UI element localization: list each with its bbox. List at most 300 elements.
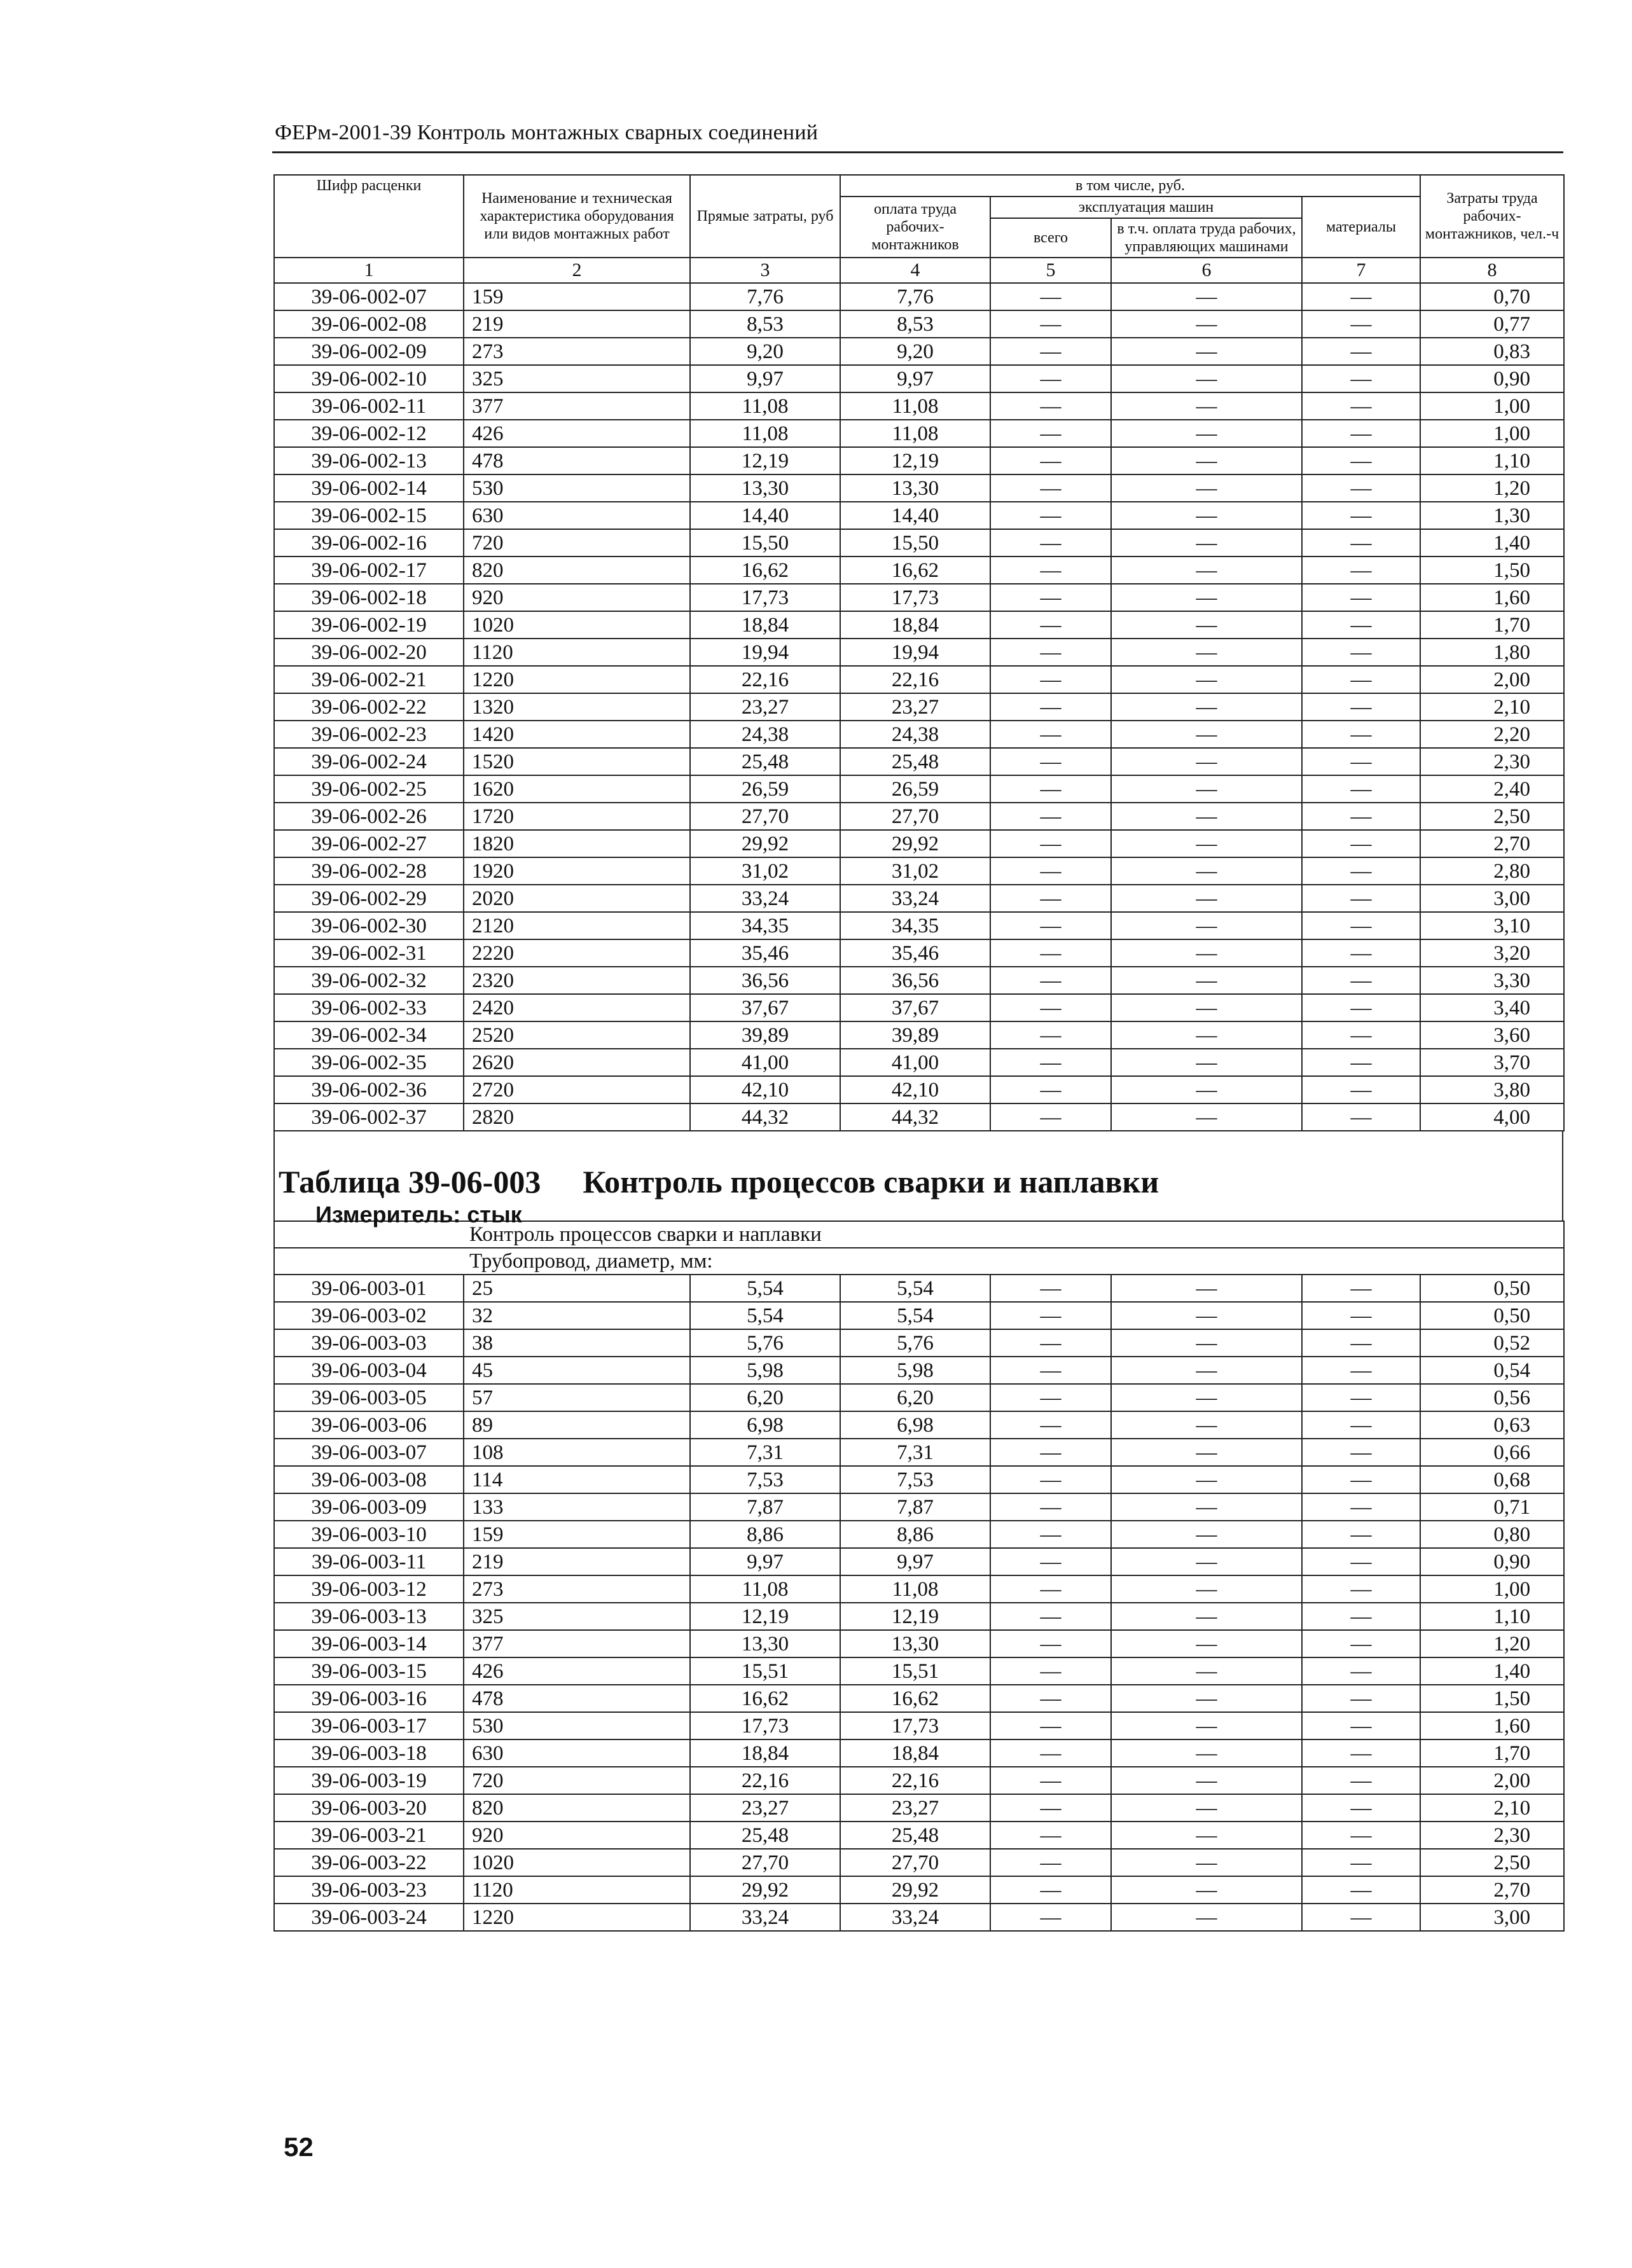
labor-hours-cell: 0,83 [1420,338,1564,365]
direct-cost-cell: 6,98 [690,1411,840,1439]
direct-cost-cell: 15,50 [690,529,840,557]
wages-cell: 33,24 [840,1904,990,1931]
wages-cell: 11,08 [840,420,990,447]
header-name: Наименование и техническая характеристика оборудования или видов монтажных работ [464,175,690,258]
materials-cell: — [1302,1767,1420,1794]
labor-hours-cell: 0,70 [1420,283,1564,310]
table-row [274,1712,1564,1739]
pipe-diameter-cell: 2320 [464,967,690,994]
machines-wages-cell: — [1111,639,1302,666]
table-row [274,502,1564,529]
direct-cost-cell: 7,53 [690,1466,840,1493]
materials-cell: — [1302,1493,1420,1521]
rate-code-cell: 39-06-003-12 [274,1575,464,1603]
rate-code-cell: 39-06-003-06 [274,1411,464,1439]
pipe-diameter-cell: 273 [464,1575,690,1603]
pipe-diameter-cell: 630 [464,502,690,529]
labor-hours-cell: 0,50 [1420,1275,1564,1302]
machines-total-cell: — [990,693,1111,721]
direct-cost-cell: 13,30 [690,474,840,502]
labor-hours-cell: 3,20 [1420,939,1564,967]
pipe-diameter-cell: 720 [464,1767,690,1794]
direct-cost-cell: 14,40 [690,502,840,529]
labor-hours-cell: 1,10 [1420,447,1564,474]
machines-total-cell: — [990,1302,1111,1329]
labor-hours-cell: 0,50 [1420,1302,1564,1329]
direct-cost-cell: 7,76 [690,283,840,310]
table-row [274,830,1564,857]
direct-cost-cell: 8,86 [690,1521,840,1548]
direct-cost-cell: 17,73 [690,1712,840,1739]
machines-total-cell: — [990,1685,1111,1712]
wages-cell: 33,24 [840,885,990,912]
table-row [274,775,1564,803]
wages-cell: 31,02 [840,857,990,885]
machines-total-cell: — [990,1603,1111,1630]
direct-cost-cell: 9,20 [690,338,840,365]
machines-total-cell: — [990,1712,1111,1739]
pipe-diameter-cell: 426 [464,1657,690,1685]
pipe-diameter-cell: 159 [464,1521,690,1548]
machines-total-cell: — [990,994,1111,1021]
labor-hours-cell: 0,54 [1420,1357,1564,1384]
rate-code-cell: 39-06-002-24 [274,748,464,775]
labor-hours-cell: 3,00 [1420,885,1564,912]
materials-cell: — [1302,1275,1420,1302]
rate-code-cell: 39-06-003-07 [274,1439,464,1466]
pipe-diameter-cell: 32 [464,1302,690,1329]
wages-cell: 6,20 [840,1384,990,1411]
table-row [274,857,1564,885]
machines-wages-cell: — [1111,1876,1302,1904]
labor-hours-cell: 0,56 [1420,1384,1564,1411]
direct-cost-cell: 9,97 [690,1548,840,1575]
wages-cell: 37,67 [840,994,990,1021]
table-row [274,310,1564,338]
materials-cell: — [1302,1822,1420,1849]
table-row [274,283,1564,310]
rate-code-cell: 39-06-003-18 [274,1739,464,1767]
rate-code-cell: 39-06-002-32 [274,967,464,994]
pipe-diameter-cell: 273 [464,338,690,365]
materials-cell: — [1302,365,1420,392]
direct-cost-cell: 27,70 [690,803,840,830]
labor-hours-cell: 2,50 [1420,803,1564,830]
wages-cell: 5,54 [840,1302,990,1329]
direct-cost-cell: 6,20 [690,1384,840,1411]
wages-cell: 14,40 [840,502,990,529]
rate-code-cell: 39-06-002-27 [274,830,464,857]
table-row [274,1466,1564,1493]
rate-code-cell: 39-06-002-15 [274,502,464,529]
machines-wages-cell: — [1111,1521,1302,1548]
rate-code-cell: 39-06-002-19 [274,611,464,639]
machines-wages-cell: — [1111,1822,1302,1849]
header-machines-total: всего [990,218,1111,258]
pipe-diameter-cell: 133 [464,1493,690,1521]
machines-total-cell: — [990,1521,1111,1548]
materials-cell: — [1302,830,1420,857]
rate-code-cell: 39-06-003-15 [274,1657,464,1685]
machines-total-cell: — [990,338,1111,365]
pipe-diameter-cell: 1420 [464,721,690,748]
wages-cell: 7,76 [840,283,990,310]
direct-cost-cell: 29,92 [690,830,840,857]
materials-cell: — [1302,447,1420,474]
materials-cell: — [1302,1466,1420,1493]
table-003-subtitle: Контроль процессов сварки и наплавки [274,1221,1564,1248]
machines-total-cell: — [990,1021,1111,1049]
machines-wages-cell: — [1111,1466,1302,1493]
header-wages: оплата труда рабочих-монтажников [840,197,990,258]
machines-wages-cell: — [1111,310,1302,338]
pipe-diameter-cell: 478 [464,447,690,474]
rate-code-cell: 39-06-002-12 [274,420,464,447]
wages-cell: 42,10 [840,1076,990,1103]
direct-cost-cell: 18,84 [690,1739,840,1767]
pipe-diameter-cell: 2820 [464,1103,690,1131]
labor-hours-cell: 2,10 [1420,693,1564,721]
table-row [274,584,1564,611]
pipe-diameter-cell: 45 [464,1357,690,1384]
materials-cell: — [1302,1849,1420,1876]
direct-cost-cell: 18,84 [690,611,840,639]
wages-cell: 15,50 [840,529,990,557]
machines-wages-cell: — [1111,666,1302,693]
labor-hours-cell: 4,00 [1420,1103,1564,1131]
rate-code-cell: 39-06-003-22 [274,1849,464,1876]
direct-cost-cell: 9,97 [690,365,840,392]
machines-wages-cell: — [1111,1049,1302,1076]
pipe-diameter-cell: 1820 [464,830,690,857]
header-machines-wages: в т.ч. оплата труда рабочих, управляющих машинами [1111,218,1302,258]
table-row [274,1739,1564,1767]
table-row [274,1357,1564,1384]
rate-code-cell: 39-06-002-11 [274,392,464,420]
pipe-diameter-cell: 57 [464,1384,690,1411]
machines-total-cell: — [990,1384,1111,1411]
materials-cell: — [1302,1904,1420,1931]
machines-wages-cell: — [1111,1767,1302,1794]
header-code: Шифр расценки [274,175,464,258]
materials-cell: — [1302,1103,1420,1131]
wages-cell: 24,38 [840,721,990,748]
materials-cell: — [1302,994,1420,1021]
rate-code-cell: 39-06-003-14 [274,1630,464,1657]
labor-hours-cell: 2,80 [1420,857,1564,885]
labor-hours-cell: 3,10 [1420,912,1564,939]
rate-code-cell: 39-06-002-25 [274,775,464,803]
materials-cell: — [1302,310,1420,338]
wages-cell: 11,08 [840,392,990,420]
direct-cost-cell: 7,31 [690,1439,840,1466]
rate-code-cell: 39-06-003-24 [274,1904,464,1931]
rate-code-cell: 39-06-002-17 [274,557,464,584]
machines-wages-cell: — [1111,1384,1302,1411]
pipe-diameter-cell: 720 [464,529,690,557]
machines-total-cell: — [990,1657,1111,1685]
direct-cost-cell: 33,24 [690,1904,840,1931]
direct-cost-cell: 5,98 [690,1357,840,1384]
pipe-diameter-cell: 89 [464,1411,690,1439]
labor-hours-cell: 1,40 [1420,1657,1564,1685]
labor-hours-cell: 1,80 [1420,639,1564,666]
table-row [274,693,1564,721]
rate-code-cell: 39-06-002-13 [274,447,464,474]
machines-total-cell: — [990,611,1111,639]
rate-code-cell: 39-06-003-04 [274,1357,464,1384]
materials-cell: — [1302,666,1420,693]
wages-cell: 17,73 [840,1712,990,1739]
materials-cell: — [1302,1439,1420,1466]
labor-hours-cell: 3,60 [1420,1021,1564,1049]
wages-cell: 16,62 [840,557,990,584]
header-materials: материалы [1302,197,1420,258]
labor-hours-cell: 1,70 [1420,611,1564,639]
table-row [274,365,1564,392]
direct-cost-cell: 7,87 [690,1493,840,1521]
table-row [274,885,1564,912]
pipe-diameter-cell: 820 [464,1794,690,1822]
pipe-diameter-cell: 377 [464,392,690,420]
column-number: 2 [464,258,690,283]
column-number: 5 [990,258,1111,283]
wages-cell: 5,54 [840,1275,990,1302]
machines-wages-cell: — [1111,365,1302,392]
machines-total-cell: — [990,392,1111,420]
direct-cost-cell: 44,32 [690,1103,840,1131]
column-number: 1 [274,258,464,283]
machines-total-cell: — [990,1904,1111,1931]
direct-cost-cell: 11,08 [690,392,840,420]
wages-cell: 18,84 [840,1739,990,1767]
labor-hours-cell: 1,40 [1420,529,1564,557]
materials-cell: — [1302,1384,1420,1411]
table-row [274,1794,1564,1822]
pipe-diameter-cell: 38 [464,1329,690,1357]
machines-total-cell: — [990,365,1111,392]
pipe-diameter-cell: 1020 [464,611,690,639]
direct-cost-cell: 11,08 [690,1575,840,1603]
wages-cell: 9,97 [840,365,990,392]
direct-cost-cell: 23,27 [690,1794,840,1822]
machines-wages-cell: — [1111,1575,1302,1603]
machines-wages-cell: — [1111,1357,1302,1384]
rate-code-cell: 39-06-002-21 [274,666,464,693]
rates-table-002 [273,174,1565,1131]
pipe-diameter-cell: 1320 [464,693,690,721]
labor-hours-cell: 1,70 [1420,1739,1564,1767]
labor-hours-cell: 1,30 [1420,502,1564,529]
direct-cost-cell: 25,48 [690,748,840,775]
materials-cell: — [1302,1685,1420,1712]
rate-code-cell: 39-06-002-26 [274,803,464,830]
pipe-diameter-cell: 2120 [464,912,690,939]
rates-table-003 [273,1220,1565,1932]
labor-hours-cell: 2,30 [1420,1822,1564,1849]
labor-hours-cell: 0,90 [1420,1548,1564,1575]
materials-cell: — [1302,1548,1420,1575]
materials-cell: — [1302,803,1420,830]
wages-cell: 23,27 [840,693,990,721]
machines-wages-cell: — [1111,1712,1302,1739]
wages-cell: 8,53 [840,310,990,338]
wages-cell: 22,16 [840,1767,990,1794]
rate-code-cell: 39-06-003-09 [274,1493,464,1521]
direct-cost-cell: 29,92 [690,1876,840,1904]
machines-wages-cell: — [1111,775,1302,803]
labor-hours-cell: 2,20 [1420,721,1564,748]
pipe-diameter-cell: 1620 [464,775,690,803]
machines-wages-cell: — [1111,420,1302,447]
machines-wages-cell: — [1111,1076,1302,1103]
machines-wages-cell: — [1111,392,1302,420]
labor-hours-cell: 1,00 [1420,1575,1564,1603]
rate-code-cell: 39-06-002-29 [274,885,464,912]
machines-total-cell: — [990,1049,1111,1076]
labor-hours-cell: 0,80 [1420,1521,1564,1548]
materials-cell: — [1302,1357,1420,1384]
table-row [274,1021,1564,1049]
direct-cost-cell: 34,35 [690,912,840,939]
rate-code-cell: 39-06-002-36 [274,1076,464,1103]
direct-cost-cell: 5,54 [690,1302,840,1329]
rate-code-cell: 39-06-003-17 [274,1712,464,1739]
machines-wages-cell: — [1111,447,1302,474]
machines-wages-cell: — [1111,693,1302,721]
machines-total-cell: — [990,1575,1111,1603]
materials-cell: — [1302,1575,1420,1603]
table-number: Таблица 39-06-003 [279,1164,541,1200]
machines-total-cell: — [990,447,1111,474]
machines-total-cell: — [990,1275,1111,1302]
machines-wages-cell: — [1111,994,1302,1021]
labor-hours-cell: 0,66 [1420,1439,1564,1466]
machines-wages-cell: — [1111,748,1302,775]
machines-total-cell: — [990,1876,1111,1904]
machines-total-cell: — [990,529,1111,557]
pipe-diameter-cell: 1920 [464,857,690,885]
direct-cost-cell: 16,62 [690,557,840,584]
rate-code-cell: 39-06-002-22 [274,693,464,721]
materials-cell: — [1302,392,1420,420]
labor-hours-cell: 0,63 [1420,1411,1564,1439]
table-row [274,748,1564,775]
machines-total-cell: — [990,1822,1111,1849]
pipe-diameter-cell: 108 [464,1439,690,1466]
pipe-diameter-cell: 920 [464,584,690,611]
table-row [274,1275,1564,1302]
labor-hours-cell: 2,70 [1420,1876,1564,1904]
pipe-diameter-cell: 219 [464,310,690,338]
materials-cell: — [1302,885,1420,912]
table-name: Контроль процессов сварки и наплавки [583,1164,1159,1200]
labor-hours-cell: 1,60 [1420,1712,1564,1739]
machines-total-cell: — [990,502,1111,529]
materials-cell: — [1302,721,1420,748]
materials-cell: — [1302,1712,1420,1739]
unit-label: Измеритель: стык [315,1201,522,1227]
rate-code-cell: 39-06-002-07 [274,283,464,310]
direct-cost-cell: 22,16 [690,1767,840,1794]
page-number: 52 [284,2132,314,2162]
table-row [274,529,1564,557]
labor-hours-cell: 3,70 [1420,1049,1564,1076]
pipe-diameter-cell: 1720 [464,803,690,830]
rate-code-cell: 39-06-002-20 [274,639,464,666]
table-003-body [274,1275,1564,1931]
machines-wages-cell: — [1111,502,1302,529]
rate-code-cell: 39-06-002-14 [274,474,464,502]
column-number: 4 [840,258,990,283]
wages-cell: 39,89 [840,1021,990,1049]
pipe-diameter-cell: 630 [464,1739,690,1767]
labor-hours-cell: 2,40 [1420,775,1564,803]
labor-hours-cell: 3,40 [1420,994,1564,1021]
machines-total-cell: — [990,557,1111,584]
pipe-diameter-cell: 325 [464,365,690,392]
machines-wages-cell: — [1111,1630,1302,1657]
labor-hours-cell: 1,60 [1420,584,1564,611]
materials-cell: — [1302,1302,1420,1329]
table-row [274,1329,1564,1357]
materials-cell: — [1302,639,1420,666]
wages-cell: 11,08 [840,1575,990,1603]
rate-code-cell: 39-06-003-21 [274,1822,464,1849]
machines-wages-cell: — [1111,939,1302,967]
table-003-sub-subtitle: Трубопровод, диаметр, мм: [274,1248,1564,1275]
wages-cell: 19,94 [840,639,990,666]
table-row [274,1685,1564,1712]
wages-cell: 35,46 [840,939,990,967]
machines-total-cell: — [990,666,1111,693]
machines-wages-cell: — [1111,1548,1302,1575]
machines-wages-cell: — [1111,967,1302,994]
direct-cost-cell: 33,24 [690,885,840,912]
machines-total-cell: — [990,1794,1111,1822]
pipe-diameter-cell: 820 [464,557,690,584]
materials-cell: — [1302,1603,1420,1630]
rate-code-cell: 39-06-002-18 [274,584,464,611]
machines-total-cell: — [990,1849,1111,1876]
machines-wages-cell: — [1111,474,1302,502]
labor-hours-cell: 3,80 [1420,1076,1564,1103]
wages-cell: 27,70 [840,803,990,830]
rate-code-cell: 39-06-003-03 [274,1329,464,1357]
labor-hours-cell: 3,30 [1420,967,1564,994]
machines-total-cell: — [990,1439,1111,1466]
direct-cost-cell: 31,02 [690,857,840,885]
machines-total-cell: — [990,1357,1111,1384]
labor-hours-cell: 0,71 [1420,1493,1564,1521]
pipe-diameter-cell: 2520 [464,1021,690,1049]
direct-cost-cell: 16,62 [690,1685,840,1712]
machines-wages-cell: — [1111,529,1302,557]
pipe-diameter-cell: 426 [464,420,690,447]
table-row [274,666,1564,693]
wages-cell: 29,92 [840,1876,990,1904]
pipe-diameter-cell: 25 [464,1275,690,1302]
table-row [274,447,1564,474]
labor-hours-cell: 2,00 [1420,1767,1564,1794]
materials-cell: — [1302,1876,1420,1904]
table-row [274,1548,1564,1575]
labor-hours-cell: 0,90 [1420,365,1564,392]
direct-cost-cell: 37,67 [690,994,840,1021]
materials-cell: — [1302,1411,1420,1439]
direct-cost-cell: 5,54 [690,1275,840,1302]
pipe-diameter-cell: 114 [464,1466,690,1493]
